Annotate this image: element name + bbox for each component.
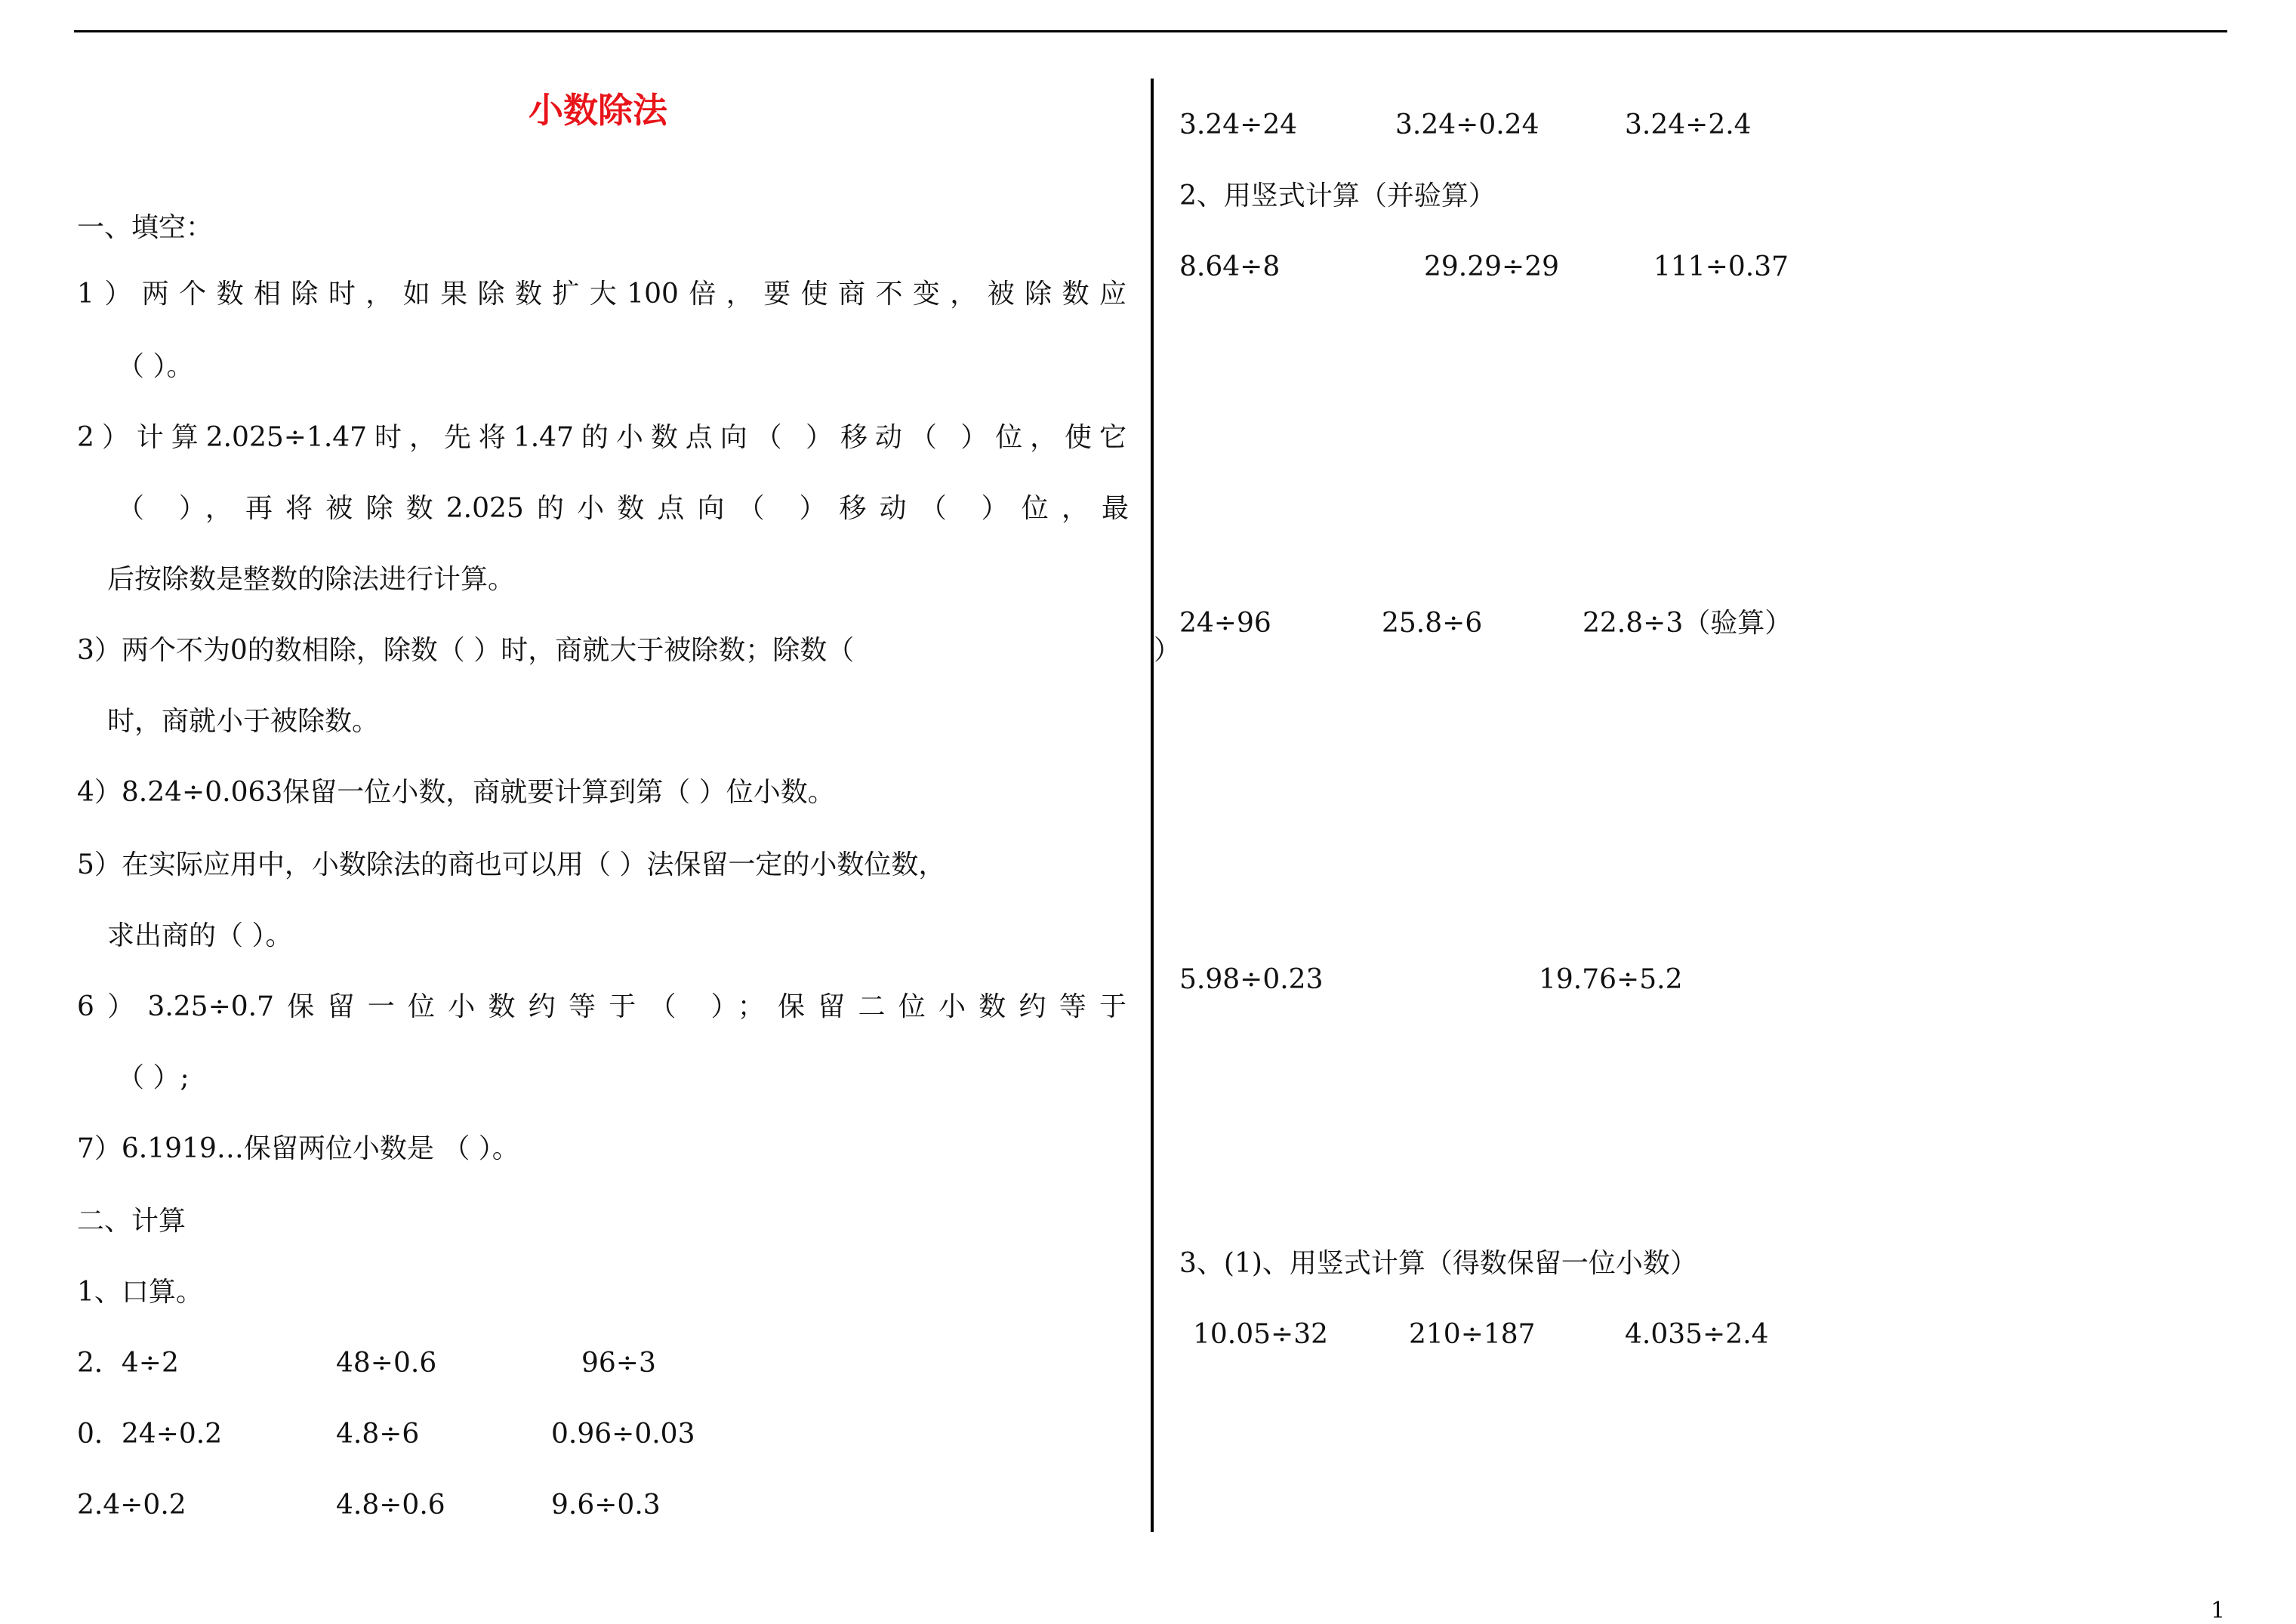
q3-line1: 3）两个不为0的数相除，除数（ ）时，商就大于被除数；除数（: [77, 635, 855, 666]
q6-line2: （ ）;: [117, 1062, 190, 1093]
oral-item: 48÷0.6: [336, 1348, 437, 1379]
q1-line2: （ ）。: [117, 351, 194, 382]
oral-item: 3.24÷0.24: [1395, 109, 1539, 140]
q1-line1: 1）两个数相除时，如果除数扩大100倍，要使商不变，被除数应: [77, 279, 1126, 310]
q6-line1: 6）3.25÷0.7保留一位小数约等于（ ）；保留二位小数约等于: [77, 991, 1126, 1022]
vertical-item: 5.98÷0.23: [1179, 964, 1324, 995]
q2-line3: 后按除数是整数的除法进行计算。: [107, 564, 516, 595]
stray-paren: ）: [1154, 635, 1182, 666]
q2-line1: 2）计算2.025÷1.47时，先将1.47的小数点向（ ）移动（ ）位，使它: [77, 422, 1126, 453]
q5-line1: 5）在实际应用中，小数除法的商也可以用（ ）法保留一定的小数位数，: [77, 849, 946, 880]
rounding-item: 210÷187: [1409, 1319, 1536, 1350]
rounding-item: 10.05÷32: [1193, 1319, 1329, 1350]
vertical-item: 29.29÷29: [1424, 251, 1560, 282]
sub3-heading: 3、(1)、用竖式计算（得数保留一位小数）: [1179, 1248, 1697, 1279]
q7: 7）6.1919…保留两位小数是 （ ）。: [77, 1133, 519, 1164]
oral-item: 0．24÷0.2: [77, 1419, 223, 1450]
oral-item: 3.24÷24: [1179, 109, 1298, 140]
q2-line2: （ ），再将被除数2.025的小数点向（ ）移动（ ）位，最: [117, 493, 1129, 524]
page-number: 1: [2211, 1598, 2226, 1624]
oral-item: 9.6÷0.3: [551, 1490, 661, 1521]
vertical-item: 8.64÷8: [1179, 251, 1281, 282]
rounding-item: 4.035÷2.4: [1625, 1319, 1769, 1350]
top-rule: [74, 30, 2227, 32]
oral-item: 4.8÷0.6: [336, 1490, 445, 1521]
q5-line2: 求出商的（ ）。: [107, 920, 293, 951]
column-divider: [1151, 79, 1154, 1532]
vertical-item: 22.8÷3（验算）: [1583, 608, 1792, 639]
oral-item: 2．4÷2: [77, 1348, 179, 1379]
section2-heading: 二、计算: [77, 1206, 186, 1237]
sub2-heading: 2、用竖式计算（并验算）: [1179, 180, 1496, 211]
oral-item: 96÷3: [581, 1348, 656, 1379]
sub1-heading: 1、口算。: [77, 1277, 203, 1308]
vertical-item: 19.76÷5.2: [1539, 964, 1683, 995]
q4: 4）8.24÷0.063保留一位小数，商就要计算到第（ ）位小数。: [77, 777, 835, 808]
oral-item: 2.4÷0.2: [77, 1490, 186, 1521]
oral-item: 3.24÷2.4: [1625, 109, 1752, 140]
q3-line2: 时，商就小于被除数。: [107, 706, 380, 737]
oral-item: 4.8÷6: [336, 1419, 420, 1450]
section1-heading: 一、填空：: [77, 212, 214, 243]
vertical-item: 25.8÷6: [1382, 608, 1483, 639]
oral-item: 0.96÷0.03: [551, 1419, 695, 1450]
vertical-item: 24÷96: [1179, 608, 1271, 639]
page-title: 小数除法: [529, 90, 667, 131]
vertical-item: 111÷0.37: [1653, 251, 1789, 282]
